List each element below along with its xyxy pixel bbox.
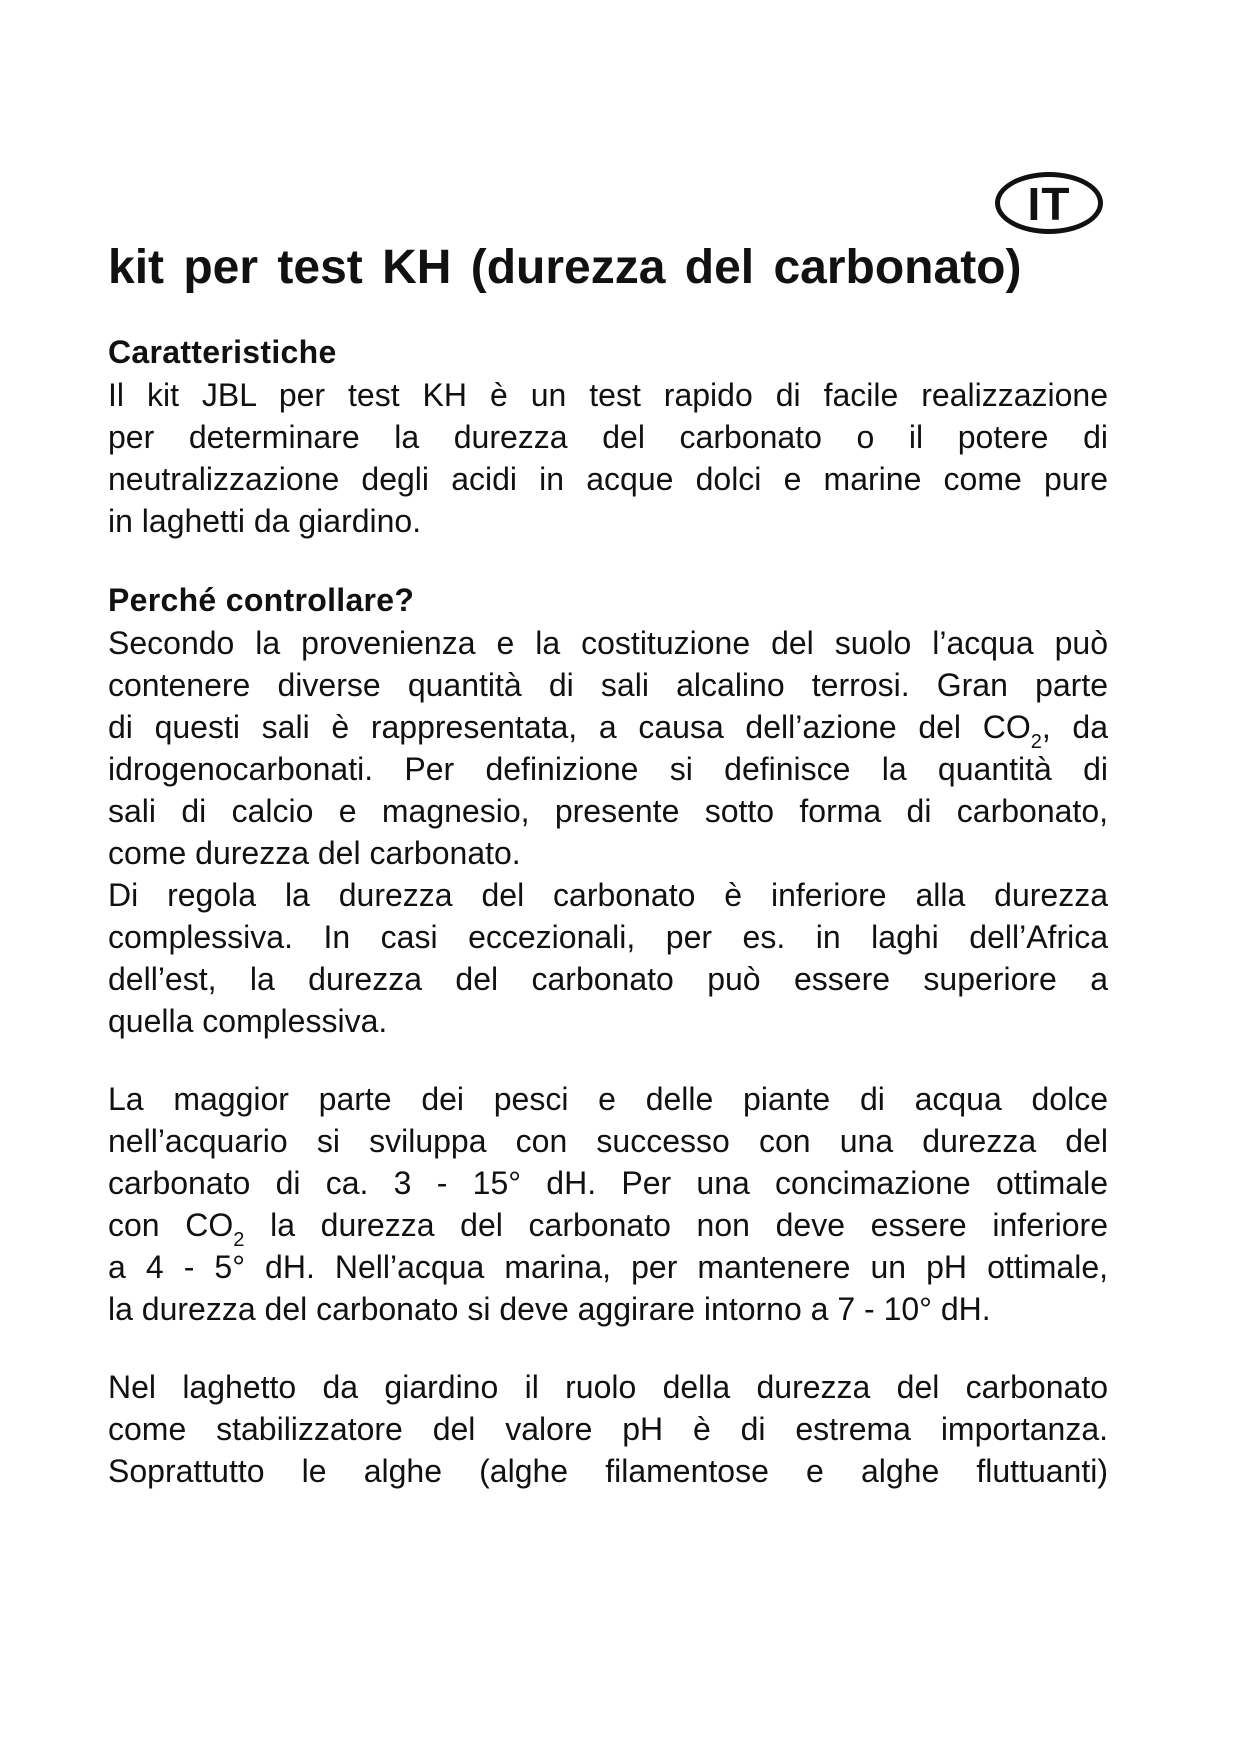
text-line: idrogenocarbonati. Per definizione si definisce la quantità di (108, 751, 1108, 787)
text-line: complessiva. In casi eccezionali, per es. in laghi dell’Africa (108, 919, 1108, 955)
text-fragment: con CO (108, 1207, 234, 1243)
text-line: in laghetti da giardino. (108, 503, 422, 539)
text-line: quella complessiva. (108, 1003, 388, 1039)
text-line: come stabilizzatore del valore pH è di estrema importanza. (108, 1411, 1108, 1447)
text-fragment: la durezza del carbonato non deve essere inferiore (244, 1207, 1109, 1243)
subscript: 2 (1030, 731, 1042, 753)
text-line: Soprattutto le alghe (alghe filamentose e alghe fluttuanti) (108, 1453, 1108, 1489)
text-line: Di regola la durezza del carbonato è inferiore alla durezza (108, 877, 1108, 913)
language-badge: IT (995, 172, 1103, 234)
section-heading-perche-controllare: Perché controllare? (108, 582, 415, 618)
text-fragment: di questi sali è rappresentata, a causa dell’azione del CO (108, 709, 1031, 745)
paragraph-pesci-piante (108, 1078, 1108, 1330)
paragraph-laghetto (108, 1366, 1108, 1492)
text-line: dell’est, la durezza del carbonato può essere superiore a (108, 961, 1108, 997)
paragraph-caratteristiche (108, 374, 1108, 542)
text-line: a 4 - 5° dH. Nell’acqua marina, per mantenere un pH ottimale, (108, 1249, 1108, 1285)
text-line: Nel laghetto da giardino il ruolo della durezza del carbonato (108, 1369, 1108, 1405)
document-body (108, 330, 1108, 1492)
text-line-co2 (108, 1204, 1109, 1251)
page-title: kit per test KH (durezza del carbonato) (108, 241, 1022, 294)
subscript: 2 (233, 1229, 245, 1251)
text-line-co2 (108, 706, 1109, 753)
text-line: per determinare la durezza del carbonato o il potere di (108, 419, 1108, 455)
text-line: carbonato di ca. 3 - 15° dH. Per una concimazione ottimale (108, 1165, 1108, 1201)
text-line: sali di calcio e magnesio, presente sotto forma di carbonato, (108, 793, 1108, 829)
paragraph-di-regola (108, 874, 1108, 1042)
text-line: Secondo la provenienza e la costituzione del suolo l’acqua può (108, 625, 1108, 661)
text-line: nell’acquario si sviluppa con successo con una durezza del (108, 1123, 1108, 1159)
section-heading-caratteristiche: Caratteristiche (108, 334, 337, 370)
paragraph-provenienza (108, 622, 1108, 874)
text-line: contenere diverse quantità di sali alcalino terrosi. Gran parte (108, 667, 1108, 703)
text-line: Il kit JBL per test KH è un test rapido di facile realizzazione (108, 377, 1108, 413)
text-fragment: , da (1041, 709, 1109, 745)
text-line: come durezza del carbonato. (108, 835, 521, 871)
text-line: la durezza del carbonato si deve aggirare intorno a 7 - 10° dH. (108, 1291, 991, 1327)
text-line: neutralizzazione degli acidi in acque dolci e marine come pure (108, 461, 1108, 497)
text-line: La maggior parte dei pesci e delle piante di acqua dolce (108, 1081, 1108, 1117)
